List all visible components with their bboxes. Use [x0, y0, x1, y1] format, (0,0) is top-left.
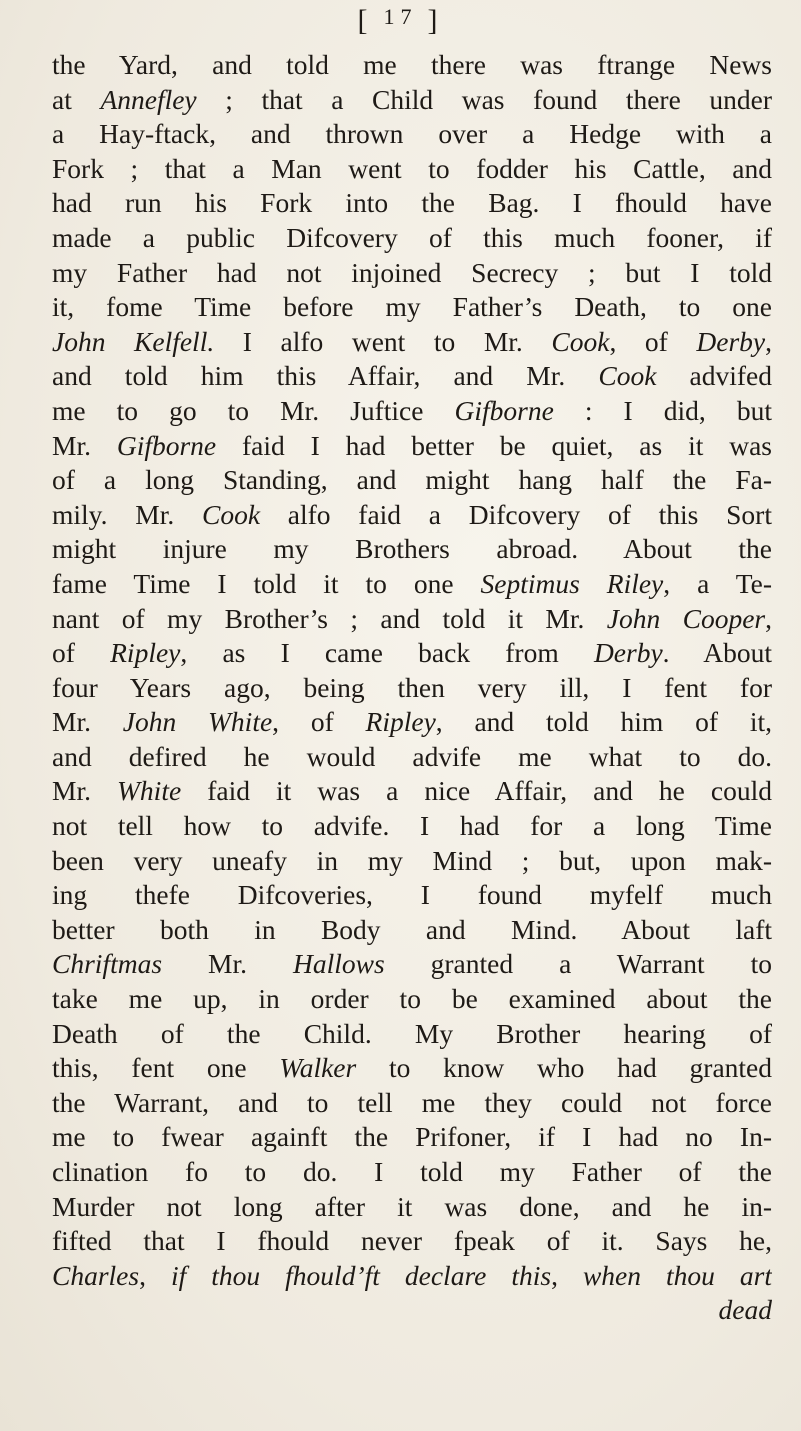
text-line: better both in Body and Mind. About laft [52, 913, 772, 945]
text-line [52, 1293, 772, 1328]
text-line: Mr. White faid it was a nice Affair, and he could [52, 775, 772, 807]
text-line: and told him this Affair, and Mr. Cook advifed [52, 360, 772, 392]
text-line: at Annefley ; that a Child was found there under [52, 83, 772, 115]
text-line: of Ripley, as I came back from Derby. About [52, 637, 772, 669]
italic-name: Walker [279, 1052, 357, 1084]
italic-name: Charles [52, 1259, 140, 1291]
italic-name: Hallows [292, 948, 385, 980]
page-header [0, 4, 801, 38]
text-line: a Hay-ftack, and thrown over a Hedge with a [52, 118, 772, 150]
italic-name: Ripley [110, 637, 181, 669]
body-text [52, 48, 772, 1328]
italic-name: White [117, 775, 182, 807]
text-line: ing thefe Difcoveries, I found myfelf much [52, 879, 772, 911]
italic-name: dead [718, 1294, 772, 1326]
italic-name: Annefley [100, 83, 197, 115]
page-number: 17 [383, 4, 418, 29]
text-line: might injure my Brothers abroad. About the [52, 533, 772, 565]
text-line: it, fome Time before my Father’s Death, to one [52, 291, 772, 323]
text-line: me to go to Mr. Juftice Gifborne : I did, but [52, 394, 772, 426]
italic-name: John Kelfell. [52, 325, 215, 357]
text-line: mily. Mr. Cook alfo faid a Difcovery of this Sort [52, 498, 772, 530]
italic-name: Gifborne [116, 429, 217, 461]
text-line: take me up, in order to be examined about the [52, 983, 772, 1015]
italic-name: Derby [696, 325, 766, 357]
text-line: the Yard, and told me there was ftrange News [52, 49, 772, 80]
text-line: me to fwear againft the Prifoner, if I had no In- [52, 1121, 772, 1153]
italic-name: if thou fhould’ft declare this [170, 1259, 552, 1291]
text-line: Charles, if thou fhould’ft declare this, when thou art [52, 1259, 772, 1291]
text-line: and defired he would advife me what to do. [52, 740, 772, 772]
right-bracket: ] [427, 4, 444, 37]
text-line: Chriftmas Mr. Hallows granted a Warrant to [52, 948, 772, 980]
text-line: Mr. Gifborne faid I had better be quiet, as it was [52, 429, 772, 461]
text-line: Death of the Child. My Brother hearing of [52, 1017, 772, 1049]
text-line: Mr. John White, of Ripley, and told him of it, [52, 706, 772, 738]
text-line: Fork ; that a Man went to fodder his Cattle, and [52, 152, 772, 184]
text-line: nant of my Brother’s ; and told it Mr. John Cooper, [52, 602, 772, 634]
italic-name: Ripley [365, 706, 436, 738]
text-line: my Father had not injoined Secrecy ; but I told [52, 256, 772, 288]
text-line: fifted that I fhould never fpeak of it. Says he, [52, 1225, 772, 1257]
italic-name: Chriftmas [52, 948, 163, 980]
italic-name: John Cooper [606, 602, 766, 634]
text-line: John Kelfell. I alfo went to Mr. Cook, of Derby, [52, 325, 772, 357]
italic-name: Gifborne [454, 394, 554, 426]
text-line: been very uneafy in my Mind ; but, upon mak- [52, 844, 772, 876]
text-line: Murder not long after it was done, and he in- [52, 1190, 772, 1222]
text-line: fame Time I told it to one Septimus Riley, a Te- [52, 567, 772, 599]
italic-name: when thou art [582, 1259, 772, 1291]
italic-name: John White [122, 706, 273, 738]
text-line: clination fo to do. I told my Father of the [52, 1156, 772, 1187]
italic-name: Cook [551, 325, 610, 357]
italic-name: Derby [593, 637, 663, 669]
italic-name: Cook [201, 498, 261, 530]
text-line: made a public Difcovery of this much fooner, if [52, 221, 772, 253]
text-line: this, fent one Walker to know who had granted [52, 1052, 772, 1084]
text-line: the Warrant, and to tell me they could not force [52, 1086, 772, 1118]
left-bracket: [ [357, 4, 374, 37]
text-line: four Years ago, being then very ill, I fent for [52, 671, 772, 703]
text-line: of a long Standing, and might hang half the Fa- [52, 464, 772, 496]
italic-name: Septimus Riley [480, 567, 664, 599]
text-line: had run his Fork into the Bag. I fhould have [52, 187, 772, 219]
italic-name: Cook [598, 360, 657, 392]
text-line: not tell how to advife. I had for a long Time [52, 810, 772, 842]
